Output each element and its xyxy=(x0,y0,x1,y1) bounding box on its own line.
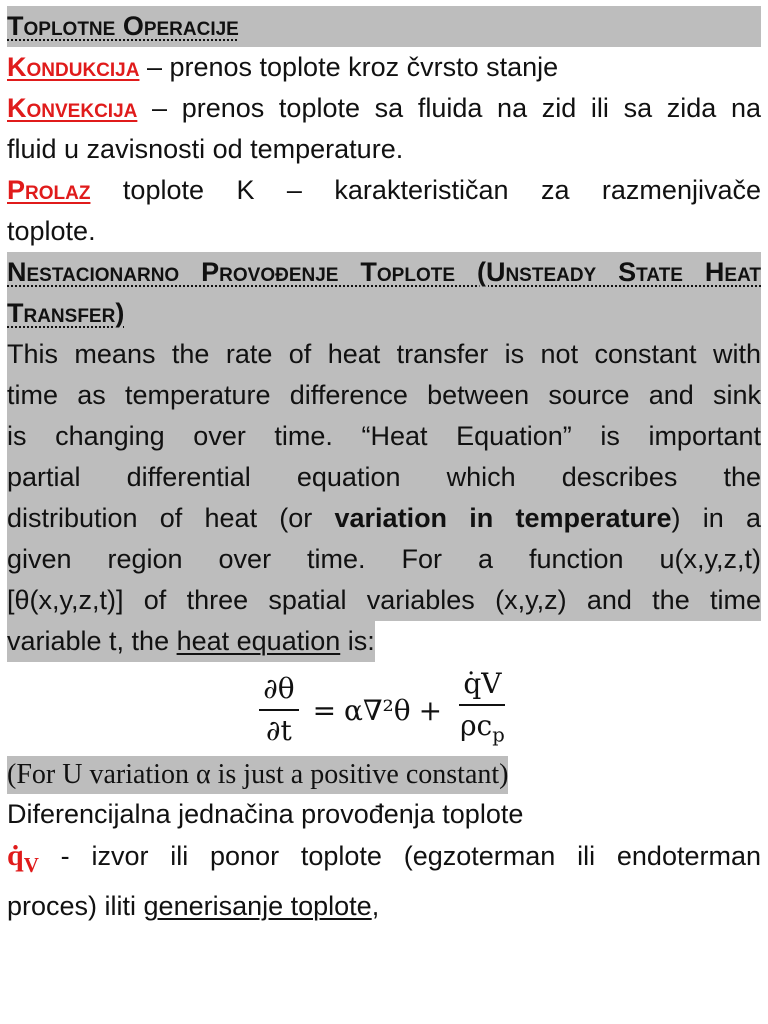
section-heading-line-2 xyxy=(7,293,761,334)
lhs-denominator: ∂t xyxy=(266,714,292,747)
para-8a: variable t, the xyxy=(7,626,177,656)
qv-2a: proces) iliti xyxy=(7,891,144,921)
section-heading-2: Transfer) xyxy=(7,298,125,328)
para-8c: is: xyxy=(340,626,375,656)
rhs-den-main: ρc xyxy=(460,709,493,743)
lhs-fraction xyxy=(259,671,298,749)
rhs-fraction xyxy=(456,666,509,754)
heat-equation xyxy=(7,664,761,756)
para-line-8 xyxy=(7,621,761,662)
section-block xyxy=(7,252,761,621)
diff-eq-line: Diferencijalna jednačina provođenja toplote xyxy=(7,799,524,829)
note-line xyxy=(7,756,761,794)
term-prolaz: Prolaz xyxy=(7,175,91,205)
para-line-3: is changing over time. “Heat Equation” is important xyxy=(7,421,761,451)
kondukcija-text: – prenos toplote kroz čvrsto stanje xyxy=(139,52,559,82)
laplacian-term: α∇²θ xyxy=(344,693,411,727)
rhs-numerator: q̇V xyxy=(459,666,505,706)
heat-equation-link: heat equation xyxy=(176,626,341,656)
konvekcija-line-1 xyxy=(7,88,761,129)
rhs-denominator xyxy=(456,706,509,754)
kondukcija-line xyxy=(7,47,761,88)
para-line-2: time as temperature difference between source and sink xyxy=(7,380,761,410)
equals-sign: = xyxy=(312,693,337,727)
prolaz-line-1 xyxy=(7,170,761,211)
plus-sign: + xyxy=(418,693,443,727)
note: (For U variation α is just a positive constant) xyxy=(7,756,508,794)
konvekcija-text-2: fluid u zavisnosti od temperature. xyxy=(7,134,404,164)
konvekcija-line-2 xyxy=(7,129,761,170)
para-line-5 xyxy=(7,498,761,539)
para-line-7: [θ(x,y,z,t)] of three spatial variables (x,y,z) and the time xyxy=(7,585,761,615)
term-kondukcija: Kondukcija xyxy=(7,52,140,82)
konvekcija-text-1: – prenos toplote sa fluida na zid ili sa zida na xyxy=(137,93,761,123)
para-line-4: partial differential equation which describes the xyxy=(7,462,761,492)
qv-text-1: - izvor ili ponor toplote (egzoterman ili endoterman xyxy=(38,841,761,871)
para-5a: distribution of heat (or xyxy=(7,503,335,533)
rhs-den-sub: p xyxy=(492,723,505,747)
heading-row xyxy=(7,6,761,47)
para-line-6: given region over time. For a function u(x,y,z,t) xyxy=(7,544,761,574)
prolaz-text-1: toplote K – karakterističan za razmenjivače xyxy=(90,175,761,205)
prolaz-line-2 xyxy=(7,211,761,252)
qv-symbol-sub: V xyxy=(23,853,39,877)
qv-symbol xyxy=(7,839,39,877)
qv-line-1 xyxy=(7,835,761,886)
para-5c: ) in a xyxy=(671,503,762,533)
heading: Toplotne Operacije xyxy=(7,11,239,41)
para-8-shaded xyxy=(7,621,375,662)
qv-symbol-main: q̇ xyxy=(7,839,24,872)
term-konvekcija: Konvekcija xyxy=(7,93,138,123)
section-heading-1: Nestacionarno Provođenje Toplote (Unsteady State Heat xyxy=(7,257,761,287)
generisanje-toplote: generisanje toplote xyxy=(143,891,372,921)
qv-2c: , xyxy=(371,891,380,921)
section-heading-line-1 xyxy=(7,252,761,293)
qv-line-2 xyxy=(7,886,761,927)
para-5b-bold: variation in temperature xyxy=(334,503,672,533)
prolaz-text-2: toplote. xyxy=(7,216,96,246)
para-line-1: This means the rate of heat transfer is not constant with xyxy=(7,339,761,369)
lhs-numerator: ∂θ xyxy=(259,671,298,711)
